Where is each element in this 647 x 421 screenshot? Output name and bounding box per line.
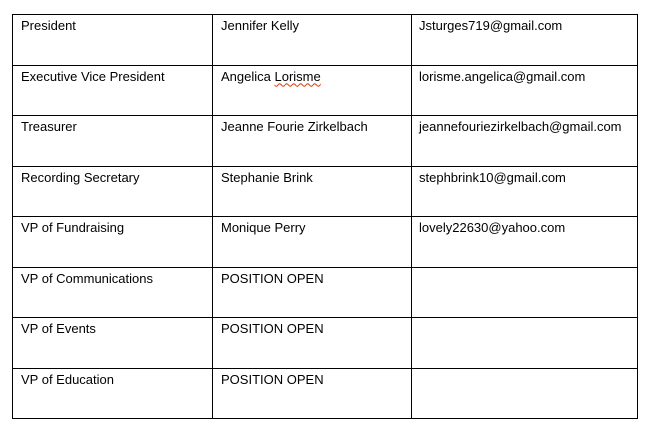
name-cell[interactable] [213,116,412,167]
name-cell[interactable] [213,368,412,419]
last-name: Fourie Zirkelbach [267,119,368,134]
position-cell[interactable]: Treasurer [13,116,213,167]
position-cell[interactable]: VP of Communications [13,267,213,318]
officers-table [12,14,638,419]
email-cell[interactable] [412,267,638,318]
last-name: Brink [283,169,313,185]
last-name: OPEN [286,270,324,286]
last-name: OPEN [286,321,324,336]
last-name: OPEN [286,371,324,387]
last-name: Kelly [270,18,300,33]
last-name-misspelled[interactable]: Lorisme [274,68,321,84]
table-row [13,166,638,217]
name-cell[interactable] [213,217,412,268]
first-name: POSITION [221,270,284,286]
position-cell[interactable]: Executive Vice President [13,65,213,116]
name-cell[interactable] [213,65,412,116]
email-cell[interactable]: jeannefouriezirkelbach@gmail.com [412,116,638,167]
first-name: POSITION [221,371,284,387]
position-cell[interactable]: President [13,15,213,66]
name-cell[interactable] [213,166,412,217]
position-cell[interactable]: VP of Events [13,318,213,369]
table-row [13,217,638,268]
table-row [13,267,638,318]
email-cell[interactable]: lovely22630@yahoo.com [412,217,638,268]
first-name: Jennifer [221,18,268,33]
table-row [13,116,638,167]
email-cell[interactable]: Jsturges719@gmail.com [412,15,638,66]
last-name: Perry [274,220,306,235]
first-name: Angelica [221,68,271,84]
position-cell[interactable]: VP of Fundraising [13,217,213,268]
name-cell[interactable] [213,318,412,369]
position-cell[interactable]: Recording Secretary [13,166,213,217]
email-cell[interactable] [412,318,638,369]
position-cell[interactable]: VP of Education [13,368,213,419]
first-name: Monique [221,220,271,235]
name-cell[interactable] [213,267,412,318]
table-row [13,15,638,66]
name-cell[interactable] [213,15,412,66]
first-name: Jeanne [221,119,264,134]
first-name: POSITION [221,321,284,336]
table-row [13,65,638,116]
email-cell[interactable] [412,368,638,419]
first-name: Stephanie [221,169,280,185]
table-row [13,368,638,419]
email-cell[interactable]: lorisme.angelica@gmail.com [412,65,638,116]
email-cell[interactable]: stephbrink10@gmail.com [412,166,638,217]
table-row [13,318,638,369]
